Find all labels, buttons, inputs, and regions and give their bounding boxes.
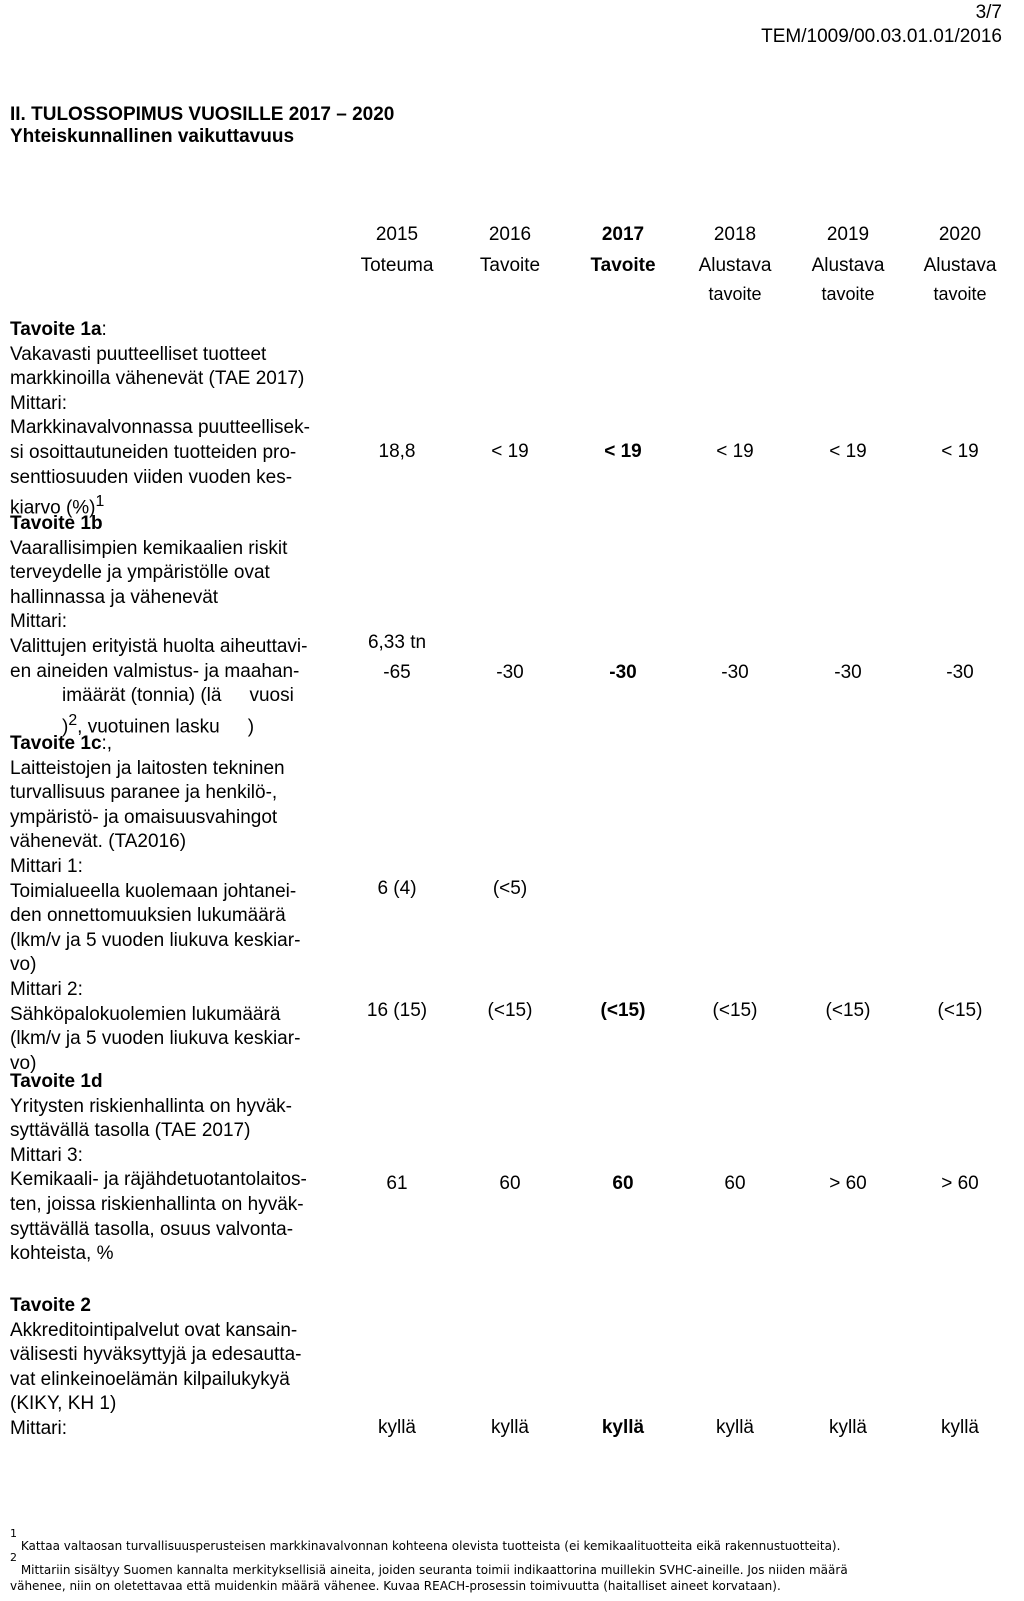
footnote-2 [10, 1551, 848, 1577]
goal-1b-description [10, 512, 350, 740]
value-2-2018: kyllä [715, 1417, 754, 1438]
text-line: (lkm/v ja 5 vuoden liukuva keskiar- [10, 1028, 301, 1050]
value-2-2019: kyllä [828, 1417, 867, 1438]
value-1d-2019: > 60 [829, 1173, 867, 1194]
column-sublabel: tavoite [708, 284, 762, 304]
footnote-text: Mittariin sisältyy Suomen kannalta merkityksellisiä aineita, joiden seuranta toimii indikaattorina muillekin SVHC-aineille. Jos niiden määrä [20, 1563, 848, 1577]
text-line: Vaarallisimpien kemikaalien riskit [10, 537, 288, 559]
column-header-2016 [455, 219, 565, 281]
text-line: senttiosuuden viiden vuoden kes- [10, 466, 293, 488]
value-1d-2016: 60 [499, 1173, 521, 1194]
column-label: Tavoite [479, 255, 541, 276]
section-heading: II. TULOSSOPIMUS VUOSILLE 2017 – 2020 [10, 104, 395, 125]
column-label: Alustava [811, 255, 885, 276]
value-2-2020: kyllä [940, 1417, 979, 1438]
text-line: kohteista, % [10, 1243, 114, 1265]
column-year: 2018 [713, 224, 757, 245]
text-line: vo) [10, 954, 37, 976]
text-line: terveydelle ja ympäristölle ovat [10, 562, 270, 584]
footnote-text: vähenee, niin on oletettavaa että muidenkin määrä vähenee. Kuvaa REACH-prosessin toimivuutta (haitalliset aineet korvataan). [10, 1579, 781, 1593]
value-1d-2015: 61 [386, 1173, 408, 1194]
footnote-mark: 1 [10, 1527, 17, 1540]
value-1b-2015: -65 [383, 662, 411, 683]
value-1c-m2-2020: (<15) [937, 1000, 983, 1021]
text-line: imäärät (tonnia) (lä [62, 685, 222, 707]
text-line: kiarvo (%) [10, 497, 96, 519]
text-line: Mittari 1: [10, 855, 83, 877]
text-line: (lkm/v ja 5 vuoden liukuva keskiar- [10, 929, 301, 951]
goal-1d-description [10, 1070, 350, 1267]
value-2-2016: kyllä [490, 1417, 529, 1438]
footnote-text: Kattaa valtaosan turvallisuusperusteisen markkinavalvonnan kohteena olevista tuotteista (ei kemikaalituotteita eikä rakennustuotteita). [20, 1539, 841, 1553]
goal-title: Tavoite 1d [10, 1071, 103, 1092]
value-1a-2020: < 19 [941, 441, 979, 462]
value-2-2017: kyllä [601, 1417, 645, 1438]
text-line: ten, joissa riskienhallinta on hyväk- [10, 1193, 304, 1215]
column-label: Alustava [698, 255, 772, 276]
value-1d-2018: 60 [724, 1173, 746, 1194]
value-1b-2018: -30 [721, 662, 749, 683]
text-line: Mittari: [10, 392, 67, 414]
text-line: Mittari 2: [10, 978, 83, 1000]
text-line: ) [247, 716, 255, 738]
column-year: 2017 [601, 224, 645, 245]
goal-title: Tavoite 1b [10, 513, 103, 534]
value-1c-m2-2016: (<15) [487, 1000, 533, 1021]
text-line: (KIKY, KH 1) [10, 1393, 117, 1415]
column-sublabel: tavoite [933, 284, 987, 304]
text-line: turvallisuus paranee ja henkilö-, [10, 782, 278, 804]
value-1c-m1-2015: 6 (4) [377, 878, 417, 899]
footnote-1 [10, 1527, 841, 1553]
column-label: Toteuma [360, 255, 434, 276]
value-1a-2018: < 19 [716, 441, 754, 462]
column-year: 2015 [375, 224, 419, 245]
text-line: ) [62, 716, 69, 738]
value-1d-2020: > 60 [941, 1173, 979, 1194]
text-line: si osoittautuneiden tuotteiden pro- [10, 441, 297, 463]
value-1c-m2-2019: (<15) [825, 1000, 871, 1021]
text-line: Laitteistojen ja laitosten tekninen [10, 757, 285, 779]
value-1b-2020: -30 [946, 662, 974, 683]
goal-1a-description [10, 318, 350, 521]
value-1c-m1-2016: (<5) [492, 878, 528, 899]
column-header-2020 [905, 219, 1015, 307]
footnote-ref: 2 [68, 711, 78, 729]
text-line: Valittujen erityistä huolta aiheuttavi- [10, 635, 308, 657]
text-line: en aineiden valmistus- ja maahan- [10, 660, 300, 682]
column-header-2019 [793, 219, 903, 307]
value-1b-2017: -30 [609, 662, 637, 683]
text-line: Vakavasti puutteelliset tuotteet [10, 343, 267, 365]
value-1b-2019: -30 [834, 662, 862, 683]
text-line: den onnettomuuksien lukumäärä [10, 905, 286, 927]
goal-title: Tavoite 1a [10, 319, 102, 340]
column-year: 2020 [938, 224, 982, 245]
value-1a-2019: < 19 [829, 441, 867, 462]
column-header-2015 [342, 219, 452, 281]
text-line: vuosi [249, 685, 294, 707]
column-year: 2019 [826, 224, 870, 245]
value-1d-2017: 60 [612, 1173, 634, 1194]
goal-title-suffix: :, [101, 733, 113, 754]
text-line: välisesti hyväksyttyjä ja edesautta- [10, 1344, 302, 1366]
column-header-2018 [680, 219, 790, 307]
document-reference: TEM/1009/00.03.01.01/2016 [761, 26, 1002, 47]
value-1a-2015: 18,8 [378, 441, 416, 462]
text-line: Mittari: [10, 1417, 67, 1439]
text-line: vähenevät. (TA2016) [10, 831, 187, 853]
text-line: vo) [10, 1052, 37, 1074]
goal-1c-description [10, 732, 350, 1076]
value-1c-m2-2018: (<15) [712, 1000, 758, 1021]
text-line: Mittari: [10, 611, 67, 633]
value-1b-2015-extra: 6,33 tn [367, 632, 427, 653]
text-line: Sähköpalokuolemien lukumäärä [10, 1003, 281, 1025]
footnote-ref: 1 [95, 493, 105, 511]
text-line: , vuotuinen lasku [77, 716, 220, 738]
text-line: Toimialueella kuolemaan johtanei- [10, 880, 297, 902]
text-line: syttävällä tasolla (TAE 2017) [10, 1120, 251, 1142]
value-1a-2016: < 19 [491, 441, 529, 462]
goal-title: Tavoite 1c [10, 733, 102, 754]
column-label: Tavoite [590, 255, 656, 276]
text-line: hallinnassa ja vähenevät [10, 586, 219, 608]
text-line: markkinoilla vähenevät (TAE 2017) [10, 368, 305, 390]
footnote-mark: 2 [10, 1551, 17, 1564]
page-number: 3/7 [975, 2, 1002, 23]
text-line: Kemikaali- ja räjähdetuotantolaitos- [10, 1169, 307, 1191]
text-line: syttävällä tasolla, osuus valvonta- [10, 1218, 294, 1240]
column-sublabel: tavoite [821, 284, 875, 304]
footnote-2-continued [10, 1579, 781, 1593]
value-1c-m2-2017: (<15) [600, 1000, 646, 1021]
text-line: Akkreditointipalvelut ovat kansain- [10, 1319, 298, 1341]
value-1b-2016: -30 [496, 662, 524, 683]
goal-title: Tavoite 2 [10, 1295, 91, 1316]
text-line: Mittari 3: [10, 1144, 83, 1166]
column-year: 2016 [488, 224, 532, 245]
column-label: Alustava [923, 255, 997, 276]
text-line: vat elinkeinoelämän kilpailukykyä [10, 1368, 290, 1390]
column-header-2017 [568, 219, 678, 281]
text-line: Yritysten riskienhallinta on hyväk- [10, 1095, 292, 1117]
value-1a-2017: < 19 [604, 441, 642, 462]
section-subheading: Yhteiskunnallinen vaikuttavuus [10, 126, 295, 147]
text-line: ympäristö- ja omaisuusvahingot [10, 806, 278, 828]
value-2-2015: kyllä [377, 1417, 416, 1438]
goal-2-description [10, 1294, 350, 1442]
goal-title-suffix: : [101, 319, 107, 340]
value-1c-m2-2015: 16 (15) [366, 1000, 428, 1021]
text-line: Markkinavalvonnassa puutteellisek- [10, 417, 310, 439]
